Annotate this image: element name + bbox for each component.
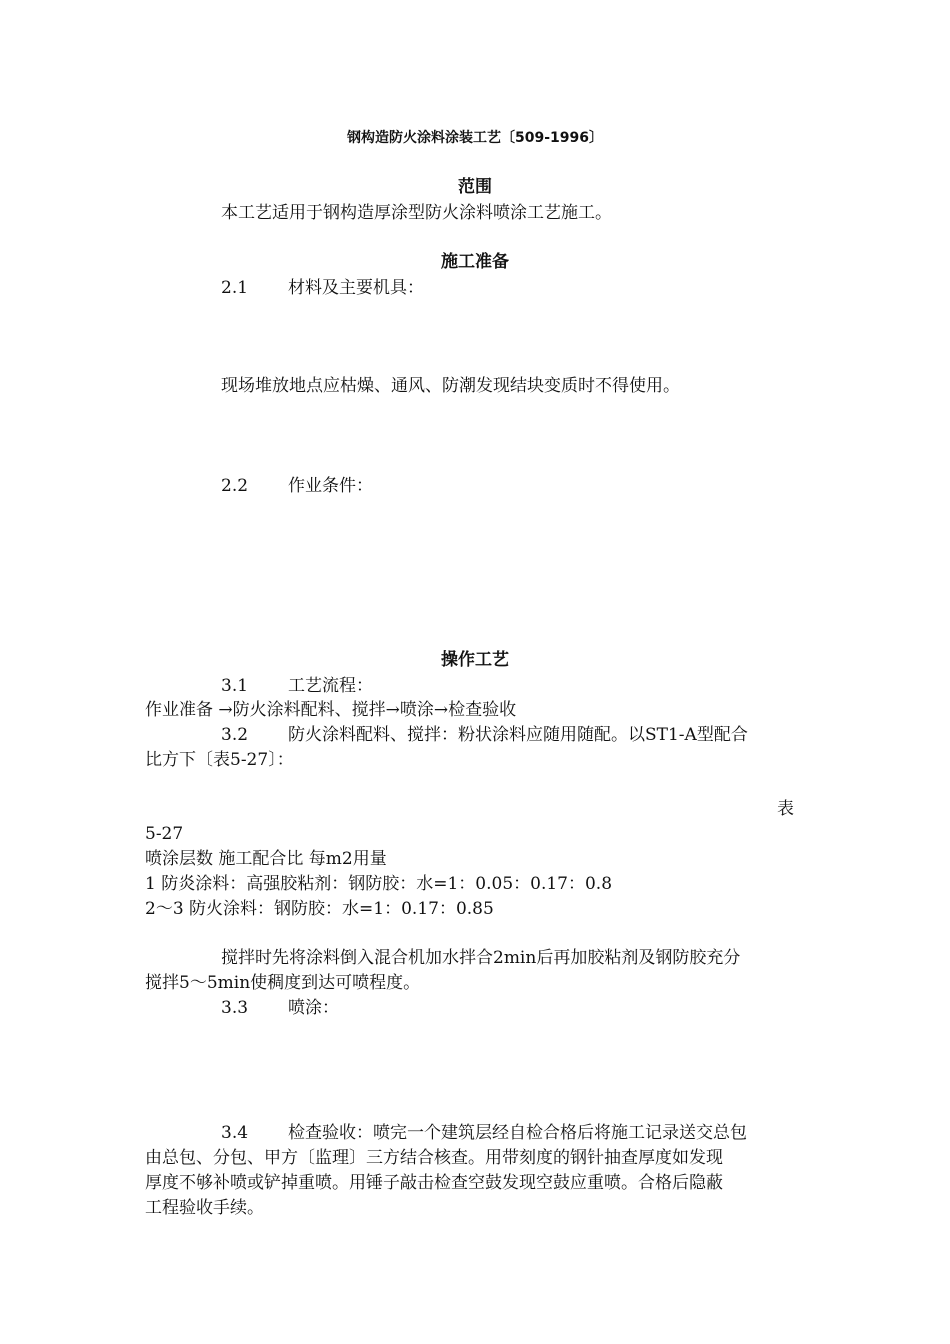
heading-scope: 范围: [458, 177, 492, 197]
table-label: 表: [777, 799, 794, 819]
section-title: 工艺流程：: [288, 676, 373, 696]
table-number: 5-27: [145, 824, 184, 844]
section-3-4-cont: 工程验收手续。: [145, 1198, 264, 1218]
section-title: 作业条件：: [288, 476, 373, 496]
section-3-4: [221, 1121, 747, 1145]
document-title: 钢构造防火涂料涂装工艺〔509-1996〕: [347, 130, 603, 146]
section-3-4-cont: 由总包、分包、甲方〔监理〕三方结合核查。用带刻度的钢针抽查厚度如发现: [145, 1148, 723, 1168]
section-number: 3.4: [221, 1123, 249, 1143]
scope-text: 本工艺适用于钢构造厚涂型防火涂料喷涂工艺施工。: [221, 203, 612, 223]
heading-ops: 操作工艺: [441, 650, 509, 670]
section-3-2: [221, 723, 748, 747]
process-flow: 作业准备 →防火涂料配料、搅拌→喷涂→检查验收: [145, 700, 517, 720]
section-number: 3.1: [221, 676, 249, 696]
section-title: 材料及主要机具：: [288, 278, 424, 298]
storage-text: 现场堆放地点应枯燥、通风、防潮发现结块变质时不得使用。: [221, 376, 680, 396]
section-3-1: [221, 674, 373, 698]
section-3-4-cont: 厚度不够补喷或铲掉重喷。用锤子敲击检查空鼓发现空鼓应重喷。合格后隐蔽: [145, 1173, 723, 1193]
section-number: 2.2: [221, 476, 249, 496]
mix-text: 搅拌时先将涂料倒入混合机加水拌合2min后再加胶粘剂及钢防胶充分: [221, 948, 741, 968]
table-row: 1 防炎涂料：高强胶粘剂：钢防胶：水=1：0.05：0.17：0.8: [145, 874, 613, 894]
section-number: 3.3: [221, 998, 249, 1018]
heading-prep: 施工准备: [441, 252, 509, 272]
section-2-2: [221, 474, 373, 498]
table-row: 2～3 防火涂料：钢防胶：水=1：0.17：0.85: [145, 899, 494, 919]
mix-text-cont: 搅拌5～5min使稠度到达可喷程度。: [145, 973, 421, 993]
section-3-3: [221, 996, 339, 1020]
section-text: 检查验收：喷完一个建筑层经自检合格后将施工记录送交总包: [288, 1123, 747, 1143]
section-number: 2.1: [221, 278, 249, 298]
section-number: 3.2: [221, 725, 249, 745]
table-header: 喷涂层数 施工配合比 每m2用量: [145, 849, 387, 869]
section-3-2-cont: 比方下〔表5-27〕：: [145, 750, 294, 770]
section-text: 防火涂料配料、搅拌：粉状涂料应随用随配。以ST1-A型配合: [288, 725, 748, 745]
section-title: 喷涂：: [288, 998, 339, 1018]
section-2-1: [221, 276, 424, 300]
